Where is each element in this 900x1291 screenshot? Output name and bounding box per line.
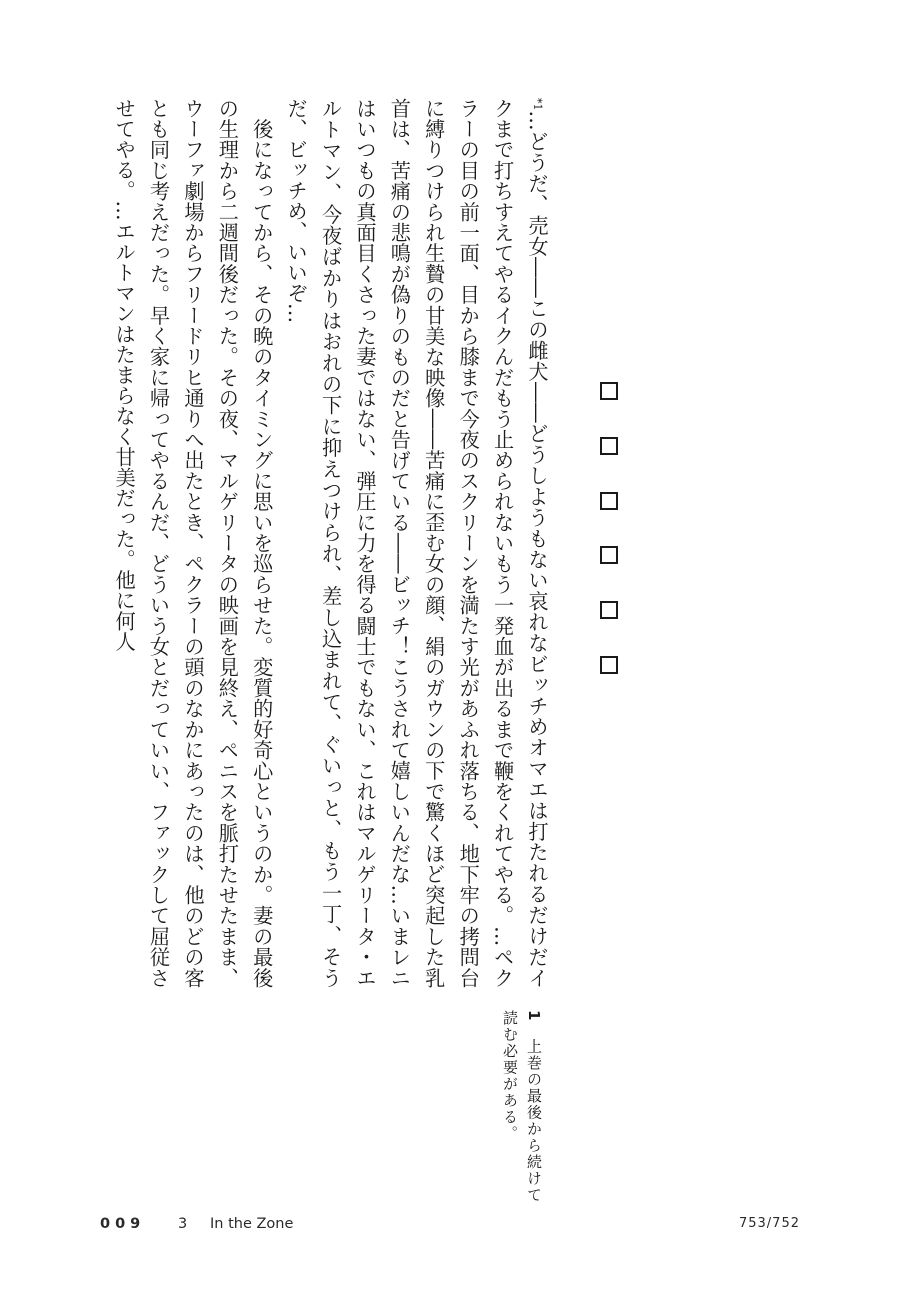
footnote-marker[interactable]: *1 — [531, 98, 544, 111]
paragraph — [107, 98, 279, 988]
paragraph-text: …どうだ、売女――この雌犬――どうしようもない哀れなビッチめオマエは打たれるだけだイクまで打ちすえてやるイクんだもう止められないもう一発血が出るまで鞭をくれてやる。…ペクラーの目の前一面、目から膝まで今夜のスクリーンを満たす光があふれ落ちる、地下牢の拷問台に縛りつけられ生贄の甘美な映像――苦痛に歪む女の顔、絹のガウンの下で驚くほど突起した乳首は、苦痛の悲鳴が偽りのものだと告げている――ビッチ！こうされて嬉しいんだな…いまレニはいつもの真面目くさった妻ではない、弾圧に力を得る闘士でもない、これはマルゲリータ・エルトマン、今夜ばかりはおれの下に抑えつけられ、差し込まれて、ぐいっと、もう一丁、そうだ、ビッチめ、いいぞ… — [284, 98, 549, 988]
body-text — [92, 98, 554, 988]
heading-box — [600, 656, 618, 674]
heading-box — [600, 546, 618, 564]
heading-box — [600, 601, 618, 619]
chapter-heading-placeholder — [594, 382, 624, 674]
paragraph-text: 後になってから、その晩のタイミングに思いを巡らせた。変質的好奇心というのか。妻の最後の生理から二週間後だった。その夜、マルゲリータの映画を見終え、ペニスを脈打たせたまま、ウーファ劇場からフリードリヒ通りへ出たとき、ペクラーの頭のなかにあったのは、他のどの客とも同じ考えだった。早く家に帰ってやるんだ、どういう女とだっていい、ファックして屈従させてやる。…エルトマンはたまらなく甘美だった。他に何人 — [112, 98, 274, 989]
heading-box — [600, 437, 618, 455]
page-number: 009 — [100, 1216, 146, 1232]
reading-progress: 753/752 — [738, 1216, 800, 1231]
heading-box — [600, 492, 618, 510]
page-footer — [100, 1216, 800, 1240]
heading-box — [600, 382, 618, 400]
footnote-text: 上巻の最後から続けて読む必要がある。 — [501, 1010, 543, 1204]
chapter-number: 3 — [178, 1216, 188, 1232]
footnote-number: 1 — [525, 1010, 543, 1022]
footnote — [486, 1010, 546, 1210]
paragraph — [279, 98, 554, 988]
chapter-title: In the Zone — [210, 1216, 294, 1232]
